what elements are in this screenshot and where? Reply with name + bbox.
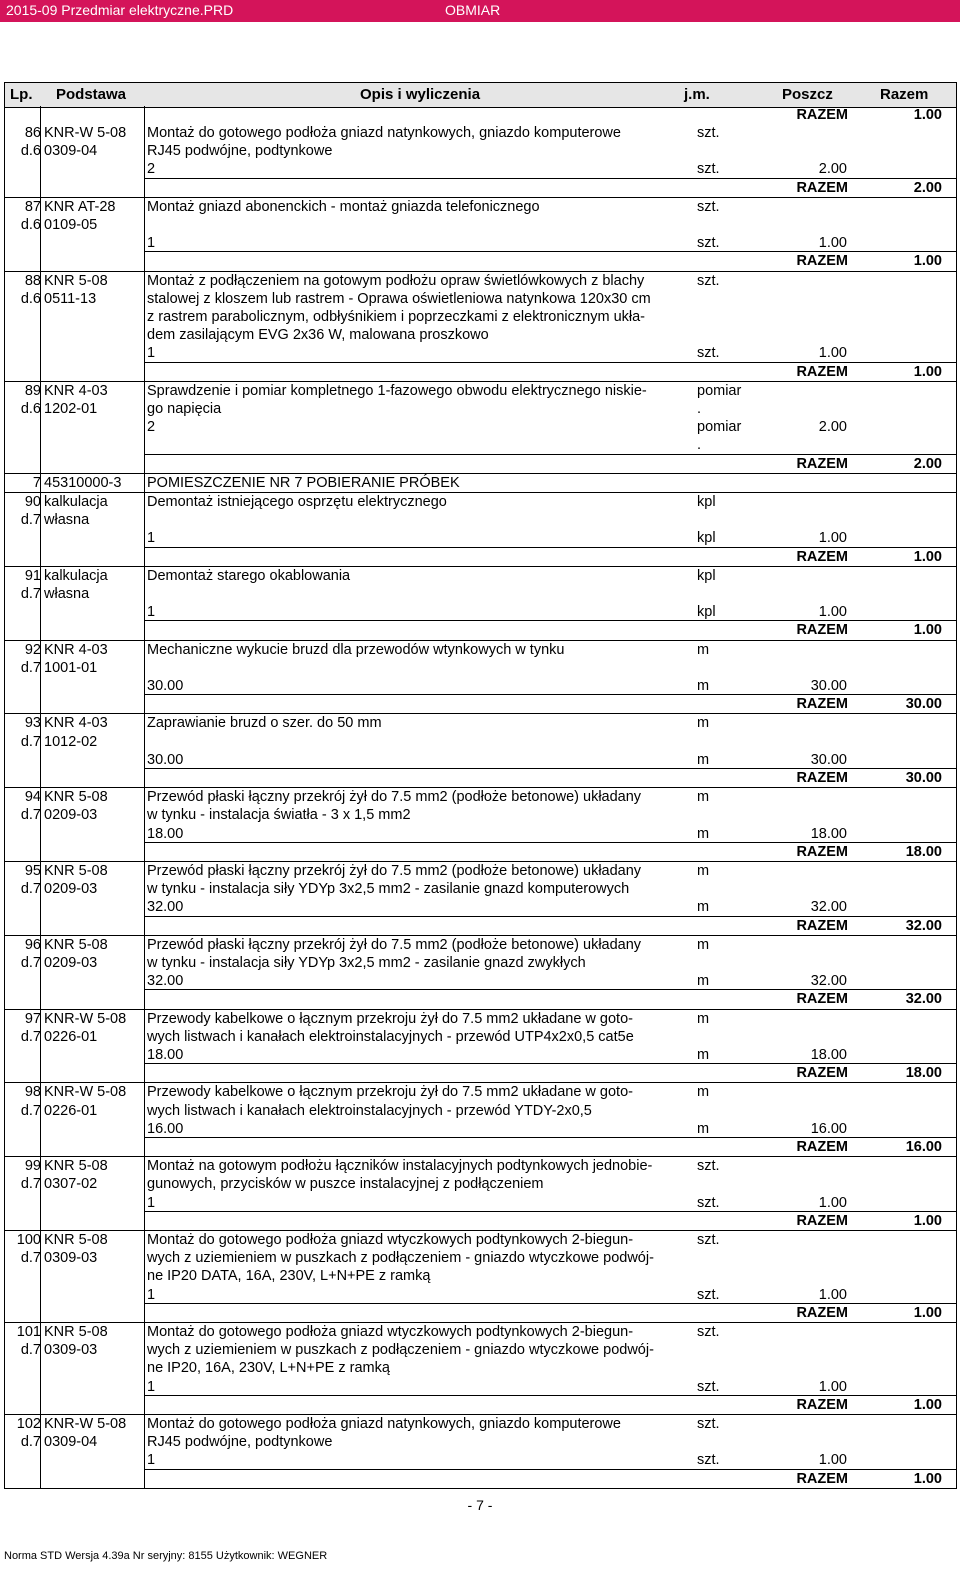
razem-value: 2.00: [913, 455, 942, 472]
razem-label: RAZEM: [796, 843, 848, 860]
item-basis-table: 0309-04: [44, 1434, 98, 1451]
razem-label: RAZEM: [796, 770, 848, 786]
item-unit: szt.: [697, 198, 720, 215]
item-quantity-unit: kpl: [697, 604, 716, 621]
item-description: Przewody kabelkowe o łącznym przekroju żył do 7.5 mm2 układane w goto-: [147, 1084, 633, 1101]
razem-label: RAZEM: [796, 1139, 848, 1155]
item-description: stalowej z kloszem lub rastrem - Oprawa oświetleniowa natynkowa 120x30 cm: [147, 290, 651, 307]
item-partial-value: 1.00: [818, 530, 847, 547]
item-basis-code: KNR 5-08: [44, 1232, 108, 1248]
item-quantity-unit: szt.: [697, 1378, 720, 1395]
item-section: d.7: [20, 1102, 41, 1119]
item-description: Montaż z podłączeniem na gotowym podłożu opraw świetlówkowych z blachy: [147, 272, 645, 289]
item-number: 86: [24, 125, 41, 141]
table-header: [4, 82, 957, 108]
item-unit: szt.: [697, 1416, 720, 1432]
item-partial-value: 1.00: [818, 604, 847, 621]
item-basis-code: kalkulacja: [44, 567, 108, 584]
item-unit: .: [697, 401, 702, 417]
item-basis-code: KNR AT-28: [44, 198, 116, 215]
column-divider: [4, 82, 5, 106]
item-quantity-unit: m: [697, 751, 710, 768]
razem-label: RAZEM: [796, 1212, 848, 1229]
razem-label: RAZEM: [796, 1396, 848, 1413]
item-number: 100: [16, 1232, 41, 1248]
razem-label: RAZEM: [796, 1304, 848, 1321]
item-section: d.7: [20, 1250, 41, 1267]
item-section: d.7: [20, 1028, 41, 1045]
item-unit: m: [697, 789, 710, 806]
item-quantity-unit: szt.: [697, 345, 720, 362]
item-number: 92: [24, 641, 41, 658]
item-number: 87: [24, 198, 41, 215]
item-section: d.7: [20, 1342, 41, 1359]
col-jm: j.m.: [684, 86, 710, 103]
item-basis-table: 0307-02: [44, 1176, 98, 1193]
razem-value: 30.00: [905, 770, 942, 786]
item-quantity-expression: 1: [147, 1286, 156, 1303]
item-section: d.7: [20, 586, 41, 602]
item-number: 96: [24, 936, 41, 953]
item-partial-value: 30.00: [810, 751, 847, 768]
software-footer: Norma STD Wersja 4.39a Nr seryjny: 8155 Użytkownik: WEGNER: [4, 1550, 328, 1562]
column-divider: [40, 106, 41, 1489]
item-quantity-expression: 32.00: [147, 973, 184, 990]
item-quantity-expression: 1: [147, 1378, 156, 1395]
item-section: d.6: [20, 143, 41, 160]
item-description: Demontaż starego okablowania: [147, 567, 351, 584]
item-basis-code: KNR-W 5-08: [44, 1084, 127, 1101]
item-basis-table: 0226-01: [44, 1102, 98, 1119]
item-basis-table: 0226-01: [44, 1028, 98, 1045]
item-number: 97: [24, 1010, 41, 1027]
item-quantity-expression: 1: [147, 604, 156, 621]
item-basis-code: KNR 5-08: [44, 789, 108, 806]
item-unit: m: [697, 936, 710, 953]
item-unit: szt.: [697, 1324, 720, 1340]
item-partial-value: 32.00: [810, 899, 847, 916]
item-unit: m: [697, 863, 710, 879]
item-description: w tynku - instalacja siły YDYp 3x2,5 mm2 - zasilanie gnazd zwykłych: [147, 955, 586, 971]
item-quantity-unit: m: [697, 678, 710, 694]
item-basis-table: własna: [44, 512, 90, 529]
item-description: ne IP20, 16A, 230V, L+N+PE z ramką: [147, 1360, 390, 1377]
item-number: 98: [24, 1084, 41, 1101]
razem-value: 1.00: [913, 548, 942, 565]
item-quantity-unit: m: [697, 1120, 710, 1137]
razem-label: RAZEM: [796, 253, 848, 270]
item-quantity-expression: 1: [147, 345, 156, 362]
item-quantity-unit: szt.: [697, 1194, 720, 1211]
item-description: dem zasilającym EVG 2x36 W, malowana proszkowo: [147, 327, 489, 344]
item-basis-table: własna: [44, 586, 90, 602]
item-section: d.7: [20, 659, 41, 676]
item-basis-table: 0209-03: [44, 807, 98, 824]
item-partial-value: 1.00: [818, 235, 847, 252]
item-unit: kpl: [697, 494, 716, 510]
razem-label: RAZEM: [796, 696, 848, 713]
item-section: d.7: [20, 1434, 41, 1451]
item-section: d.7: [20, 512, 41, 529]
item-partial-value: 32.00: [810, 973, 847, 990]
razem-label: RAZEM: [796, 1470, 848, 1487]
item-quantity-expression: 16.00: [147, 1120, 184, 1137]
item-number: 88: [24, 272, 41, 289]
item-description: w tynku - instalacja siły YDYp 3x2,5 mm2 - zasilanie gnazd komputerowych: [147, 881, 630, 898]
razem-label: RAZEM: [796, 622, 848, 639]
item-description: wych z uziemieniem w puszkach z podłączeniem - gniazdo wtyczkowe podwój-: [147, 1250, 654, 1267]
item-partial-value: 30.00: [810, 678, 847, 694]
item-quantity-unit: pomiar: [697, 419, 742, 436]
section-number: 7: [32, 474, 41, 491]
item-basis-code: KNR-W 5-08: [44, 125, 127, 141]
razem-value: 1.00: [913, 1212, 942, 1229]
item-quantity-expression: 30.00: [147, 751, 184, 768]
item-number: 95: [24, 863, 41, 879]
item-basis-code: KNR 4-03: [44, 715, 108, 732]
item-quantity-expression: 2: [147, 161, 156, 178]
item-quantity-expression: 32.00: [147, 899, 184, 916]
item-description: Demontaż istniejącego osprzętu elektrycznego: [147, 494, 447, 510]
item-unit: szt.: [697, 1232, 720, 1248]
item-quantity-expression: 18.00: [147, 825, 184, 842]
razem-value: 32.00: [905, 991, 942, 1008]
item-quantity-unit: kpl: [697, 530, 716, 547]
item-description: wych listwach i kanałach elektroinstalacyjnych - przewód YTDY-2x0,5: [147, 1102, 592, 1119]
item-section: d.6: [20, 290, 41, 307]
item-quantity-unit: szt.: [697, 1286, 720, 1303]
item-basis-code: KNR 4-03: [44, 382, 108, 399]
item-description: gunowych, przycisków w puszce instalacyjnej z podłączeniem: [147, 1176, 544, 1193]
item-description: ne IP20 DATA, 16A, 230V, L+N+PE z ramką: [147, 1268, 431, 1285]
item-description: Montaż gniazd abonenckich - montaż gniazda telefonicznego: [147, 198, 540, 215]
item-unit: szt.: [697, 125, 720, 141]
column-divider: [956, 82, 957, 1489]
item-partial-value: 1.00: [818, 1286, 847, 1303]
item-description: wych listwach i kanałach elektroinstalacyjnych - przewód UTP4x2x0,5 cat5e: [147, 1028, 634, 1045]
item-quantity-unit: m: [697, 973, 710, 990]
item-partial-value: 2.00: [818, 419, 847, 436]
item-quantity-expression: 1: [147, 530, 156, 547]
item-number: 101: [16, 1324, 41, 1340]
item-description: w tynku - instalacja światła - 3 x 1,5 mm2: [147, 807, 411, 824]
col-opis: Opis i wyliczenia: [360, 86, 481, 103]
item-partial-value: 1.00: [818, 1378, 847, 1395]
item-description: RJ45 podwójne, podtynkowe: [147, 1434, 333, 1451]
item-quantity-unit: .: [697, 437, 702, 454]
item-number: 93: [24, 715, 41, 732]
razem-value: 1.00: [913, 622, 942, 639]
razem-label: RAZEM: [796, 1065, 848, 1082]
col-poszcz: Poszcz: [782, 86, 833, 103]
item-quantity-expression: 1: [147, 235, 156, 252]
item-quantity-expression: 1: [147, 1452, 156, 1469]
razem-value: 1.00: [913, 1470, 942, 1487]
item-basis-code: KNR-W 5-08: [44, 1010, 127, 1027]
document-mode: OBMIAR: [445, 2, 501, 18]
item-basis-code: KNR 4-03: [44, 641, 108, 658]
item-basis-table: 1202-01: [44, 401, 98, 417]
razem-value: 1.00: [913, 1304, 942, 1321]
item-basis-table: 0511-13: [44, 290, 97, 307]
item-basis-code: KNR 5-08: [44, 1158, 108, 1175]
item-quantity-unit: m: [697, 825, 710, 842]
row-divider: [4, 1488, 957, 1489]
item-description: Przewód płaski łączny przekrój żył do 7.5 mm2 (podłoże betonowe) układany: [147, 789, 642, 806]
item-basis-table: 0209-03: [44, 881, 98, 898]
razem-value: 1.00: [913, 363, 942, 380]
item-description: Montaż do gotowego podłoża gniazd wtyczkowych podtynkowych 2-biegun-: [147, 1232, 634, 1248]
item-basis-code: KNR 5-08: [44, 1324, 108, 1340]
item-description: Przewody kabelkowe o łącznym przekroju żył do 7.5 mm2 układane w goto-: [147, 1010, 633, 1027]
item-partial-value: 2.00: [818, 161, 847, 178]
item-partial-value: 18.00: [810, 1047, 847, 1063]
item-quantity-unit: szt.: [697, 161, 720, 178]
razem-value: 1.00: [913, 253, 942, 270]
column-divider: [4, 106, 5, 1489]
item-section: d.6: [20, 217, 41, 233]
item-description: Przewód płaski łączny przekrój żył do 7.5 mm2 (podłoże betonowe) układany: [147, 936, 642, 953]
item-description: Montaż do gotowego podłoża gniazd natynkowych, gniazdo komputerowe: [147, 1416, 621, 1432]
razem-value: 2.00: [913, 179, 942, 196]
item-description: RJ45 podwójne, podtynkowe: [147, 143, 333, 160]
col-razem: Razem: [880, 86, 929, 103]
item-description: Montaż na gotowym podłożu łączników instalacyjnych podtynkowych jednobie-: [147, 1158, 653, 1175]
col-podstawa: Podstawa: [56, 86, 127, 103]
item-number: 89: [24, 382, 41, 399]
item-basis-table: 0109-05: [44, 217, 98, 233]
item-unit: pomiar: [697, 382, 742, 399]
item-number: 90: [24, 494, 41, 510]
item-quantity-unit: szt.: [697, 1452, 720, 1469]
item-section: d.7: [20, 807, 41, 824]
item-section: d.7: [20, 955, 41, 971]
item-quantity-expression: 30.00: [147, 678, 184, 694]
razem-value: 16.00: [905, 1139, 942, 1155]
razem-value: 1.00: [913, 107, 942, 123]
item-basis-table: 0309-04: [44, 143, 98, 160]
item-unit: m: [697, 641, 710, 658]
item-description: Montaż do gotowego podłoża gniazd natynkowych, gniazdo komputerowe: [147, 125, 621, 141]
item-basis-code: KNR 5-08: [44, 272, 108, 289]
razem-label: RAZEM: [796, 548, 848, 565]
item-number: 94: [24, 789, 41, 806]
item-basis-code: KNR 5-08: [44, 863, 108, 879]
window-title-bar: [0, 0, 960, 22]
item-section: d.7: [20, 1176, 41, 1193]
item-quantity-expression: 2: [147, 419, 156, 436]
razem-value: 30.00: [905, 696, 942, 713]
razem-label: RAZEM: [796, 991, 848, 1008]
item-unit: szt.: [697, 272, 720, 289]
item-quantity-unit: m: [697, 1047, 710, 1063]
item-number: 102: [16, 1416, 41, 1432]
item-partial-value: 1.00: [818, 1194, 847, 1211]
item-basis-code: kalkulacja: [44, 494, 108, 510]
item-description: Przewód płaski łączny przekrój żył do 7.5 mm2 (podłoże betonowe) układany: [147, 863, 642, 879]
page-number: - 7 -: [467, 1497, 493, 1513]
item-unit: m: [697, 715, 710, 732]
item-basis-table: 0309-03: [44, 1342, 98, 1359]
razem-value: 1.00: [913, 1396, 942, 1413]
item-description: Mechaniczne wykucie bruzd dla przewodów wtynkowych w tynku: [147, 641, 565, 658]
section-title: POMIESZCZENIE NR 7 POBIERANIE PRÓBEK: [147, 474, 460, 491]
razem-value: 18.00: [905, 1065, 942, 1082]
razem-label: RAZEM: [796, 363, 848, 380]
razem-value: 32.00: [905, 917, 942, 934]
razem-label: RAZEM: [796, 455, 848, 472]
item-basis-code: KNR 5-08: [44, 936, 108, 953]
item-section: d.7: [20, 733, 41, 750]
item-section: d.7: [20, 881, 41, 898]
item-unit: m: [697, 1084, 710, 1101]
item-quantity-unit: m: [697, 899, 710, 916]
item-partial-value: 1.00: [818, 1452, 847, 1469]
item-number: 91: [24, 567, 41, 584]
item-quantity-expression: 1: [147, 1194, 156, 1211]
razem-label: RAZEM: [796, 917, 848, 934]
item-partial-value: 18.00: [810, 825, 847, 842]
item-unit: szt.: [697, 1158, 720, 1175]
item-description: Zaprawianie bruzd o szer. do 50 mm: [147, 715, 382, 732]
item-partial-value: 16.00: [810, 1120, 847, 1137]
document-filename: 2015-09 Przedmiar elektryczne.PRD: [6, 2, 234, 18]
item-basis-table: 0209-03: [44, 955, 98, 971]
item-description: wych z uziemieniem w puszkach z podłączeniem - gniazdo wtyczkowe podwój-: [147, 1342, 654, 1359]
item-partial-value: 1.00: [818, 345, 847, 362]
item-quantity-expression: 18.00: [147, 1047, 184, 1063]
item-description: Montaż do gotowego podłoża gniazd wtyczkowych podtynkowych 2-biegun-: [147, 1324, 634, 1340]
section-code: 45310000-3: [44, 474, 122, 491]
item-description: Sprawdzenie i pomiar kompletnego 1-fazowego obwodu elektrycznego niskie-: [147, 382, 647, 399]
item-unit: kpl: [697, 567, 716, 584]
razem-label: RAZEM: [796, 179, 848, 196]
item-number: 99: [24, 1158, 41, 1175]
item-basis-table: 1012-02: [44, 733, 98, 750]
item-unit: m: [697, 1010, 710, 1027]
item-description: go napięcia: [147, 401, 222, 417]
item-description: z rastrem parabolicznym, odbłyśnikiem i poprzeczkami z elektronicznym ukła-: [147, 309, 645, 325]
item-basis-table: 0309-03: [44, 1250, 98, 1267]
item-basis-code: KNR-W 5-08: [44, 1416, 127, 1432]
razem-value: 18.00: [905, 843, 942, 860]
item-quantity-unit: szt.: [697, 235, 720, 252]
column-divider: [144, 106, 145, 1489]
razem-label: RAZEM: [796, 107, 848, 123]
item-basis-table: 1001-01: [44, 659, 98, 676]
item-section: d.6: [20, 401, 41, 417]
col-lp: Lp.: [10, 86, 33, 103]
